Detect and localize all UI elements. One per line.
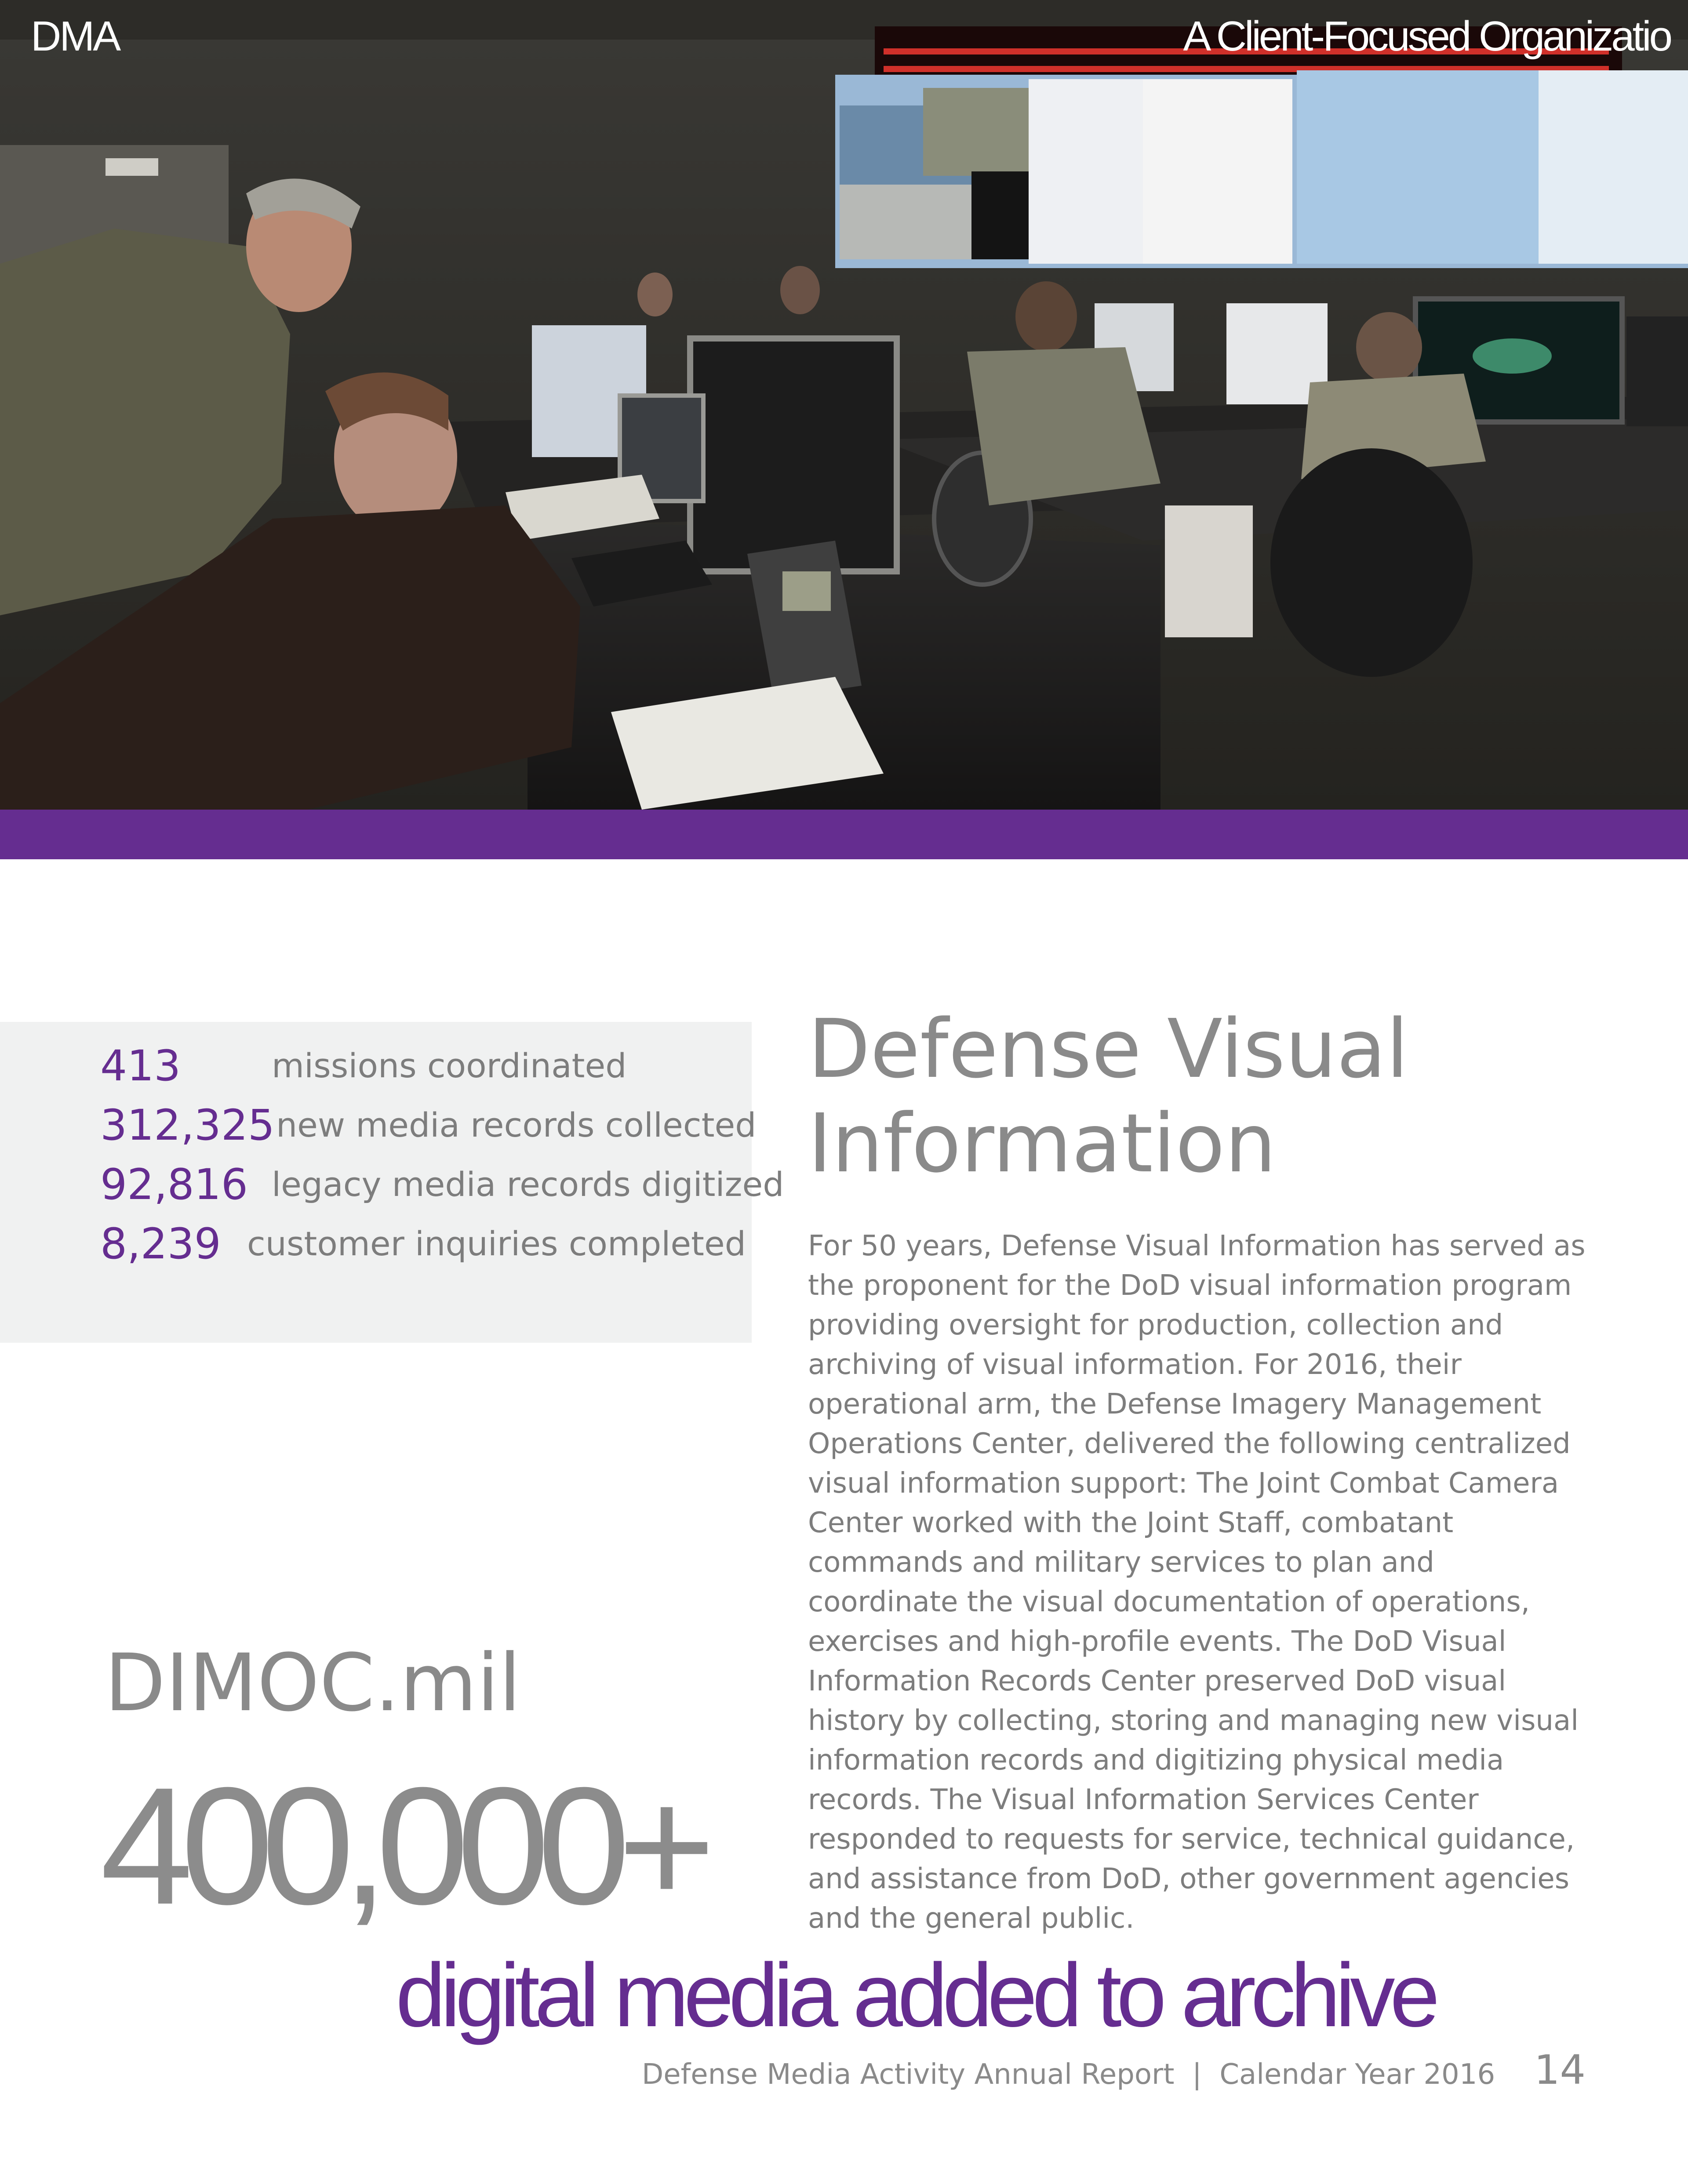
- highlight-caption: digital media added to archive: [396, 1945, 1435, 2046]
- site-url: DIMOC.mil: [105, 1637, 521, 1729]
- stat-value: 92,816: [100, 1160, 248, 1209]
- stat-label: missions coordinated: [272, 1046, 627, 1085]
- stat-value: 8,239: [100, 1219, 221, 1268]
- section-heading: A Client-Focused Organizatio: [1183, 13, 1670, 60]
- brand-label: DMA: [31, 13, 120, 60]
- operations-center-photo: [0, 0, 1688, 810]
- hero-photo: [0, 0, 1688, 810]
- stat-label: legacy media records digitized: [272, 1165, 784, 1204]
- article-title-line: Defense Visual: [808, 1002, 1409, 1096]
- footer-text: Defense Media Activity Annual Report | Calendar Year 2016: [642, 2058, 1495, 2091]
- stat-label: new media records collected: [276, 1105, 757, 1145]
- stat-value: 413: [100, 1041, 181, 1090]
- highlight-count: 400,000+: [100, 1752, 703, 1939]
- stat-label: customer inquiries completed: [247, 1224, 746, 1263]
- stat-value: 312,325: [100, 1101, 275, 1150]
- article-body: For 50 years, Defense Visual Information has served as the proponent for the DoD visual information program providing oversight for production, collection and archiving of visual information. For 2016, their operational arm, the Defense Imagery Management Operations Center, delivered the following centralized visual information support: The Joint Combat Camera Center worked with the Joint Staff, combatant commands and military services to plan and coordinate the visual documentation of operations, exercises and high-profile events. The DoD Visual Information Records Center preserved DoD visual history by collecting, storing and managing new visual information records and digitizing physical media records. The Visual Information Services Center responded to requests for service, technical guidance, and assistance from DoD, other government agencies and the general public.: [808, 1230, 1586, 1935]
- stats-panel: [0, 1022, 784, 1343]
- page-number: 14: [1534, 2046, 1586, 2093]
- accent-band: [0, 810, 1688, 859]
- article-title-line: Information: [808, 1097, 1277, 1191]
- article-title: [808, 1002, 1599, 1191]
